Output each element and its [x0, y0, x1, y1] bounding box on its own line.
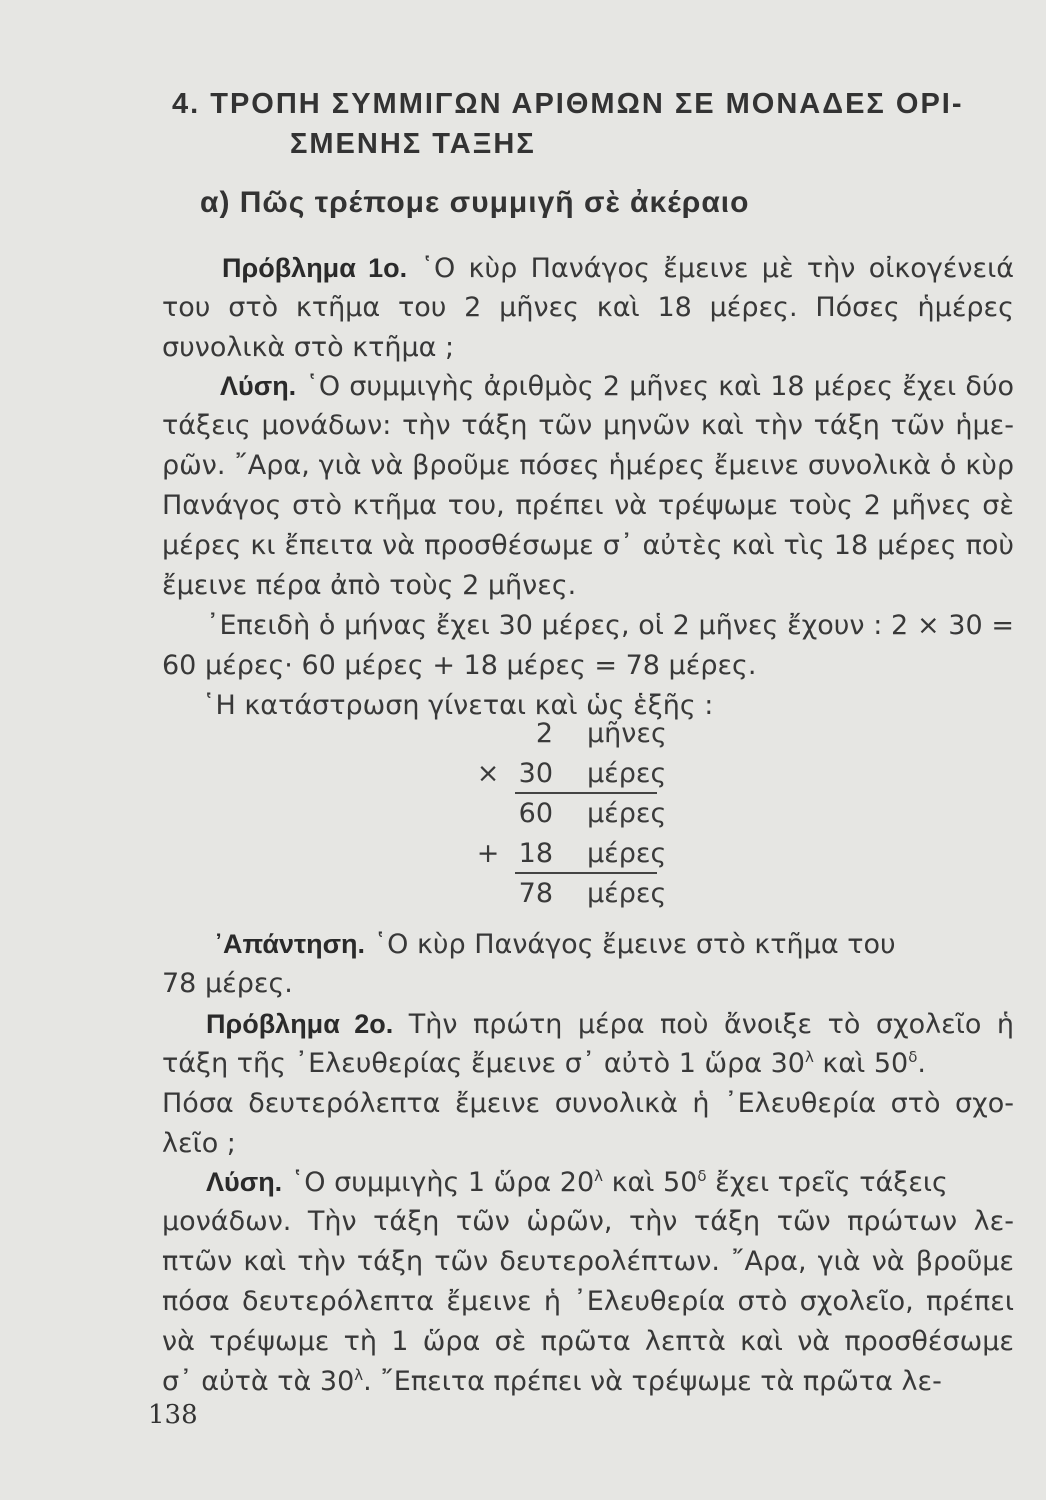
solution-2-text-6b: . ῎Επειτα πρέπει νὰ τρέψωμε τὰ πρῶτα λε-: [363, 1366, 942, 1397]
solution-2-label: Λύση.: [206, 1167, 283, 1197]
calc-unit: μέρες: [587, 798, 667, 829]
problem-1-text-1: ῾Ο κὺρ Πανάγος ἔμεινε μὲ τὴν οἰκογένειά: [420, 253, 1014, 284]
calc-row: [460, 714, 680, 754]
solution-1-line-2: τάξεις μονάδων: τὴν τάξη τῶν μηνῶν καὶ τὴν τάξη τῶν ἡμε-: [162, 410, 1014, 441]
calc-row: [460, 794, 680, 834]
calc-unit: μέρες: [587, 758, 667, 789]
minutes-mark: λ: [594, 1167, 604, 1185]
solution-1-line-3: ρῶν. ῎Αρα, γιὰ νὰ βροῦμε πόσες ἡμέρες ἔμεινε συνολικὰ ὁ κὺρ: [162, 450, 1014, 481]
calc-unit: μέρες: [587, 838, 667, 869]
solution-1-line-1: [162, 366, 1014, 406]
solution-1-line-8: 60 μέρες· 60 μέρες + 18 μέρες = 78 μέρες.: [162, 650, 757, 681]
calc-row: [460, 874, 680, 914]
problem-2: [162, 1004, 1014, 1164]
answer-1: [162, 924, 1014, 1004]
calc-unit: μέρες: [587, 878, 667, 909]
section-heading: [172, 84, 1012, 164]
calc-operator: ×: [476, 758, 500, 789]
solution-1-line-6: ἔμεινε πέρα ἀπὸ τοὺς 2 μῆνες.: [162, 570, 577, 601]
problem-2-line-2: [162, 1044, 1014, 1084]
calc-row: [460, 834, 680, 874]
solution-1-line-9: ῾Η κατάστρωση γίνεται καὶ ὡς ἑξῆς :: [202, 690, 714, 721]
problem-1-label: Πρόβλημα 1ο.: [222, 253, 408, 283]
answer-1-line-1: [162, 924, 1014, 964]
subsection-heading: α) Πῶς τρέπομε συμμιγῆ σὲ ἀκέραιο: [200, 186, 750, 219]
answer-1-label: ᾽Απάντηση.: [214, 929, 366, 959]
problem-2-line-1: [162, 1004, 1014, 1044]
problem-2-text-1: Τὴν πρώτη μέρα ποὺ ἄνοιξε τὸ σχολεῖο ἡ: [408, 1009, 1014, 1040]
problem-2-text-2b: καὶ 50: [813, 1048, 909, 1079]
section-heading-line-1: 4. ΤΡΟΠΗ ΣΥΜΜΙΓΩΝ ΑΡΙΘΜΩΝ ΣΕ ΜΟΝΑΔΕΣ ΟΡΙ-: [172, 88, 964, 120]
problem-1-line-3: συνολικὰ στὸ κτῆμα ;: [162, 332, 455, 363]
solution-2-line-4: πόσα δευτερόλεπτα ἔμεινε ἡ ᾽Ελευθερία στὸ σχολεῖο, πρέπει: [162, 1286, 1014, 1317]
problem-2-line-3: Πόσα δευτερόλεπτα ἔμεινε συνολικὰ ἡ ᾽Ελευθερία στὸ σχο-: [162, 1088, 1014, 1119]
calculation-block: [460, 714, 680, 914]
seconds-mark: δ: [697, 1167, 707, 1185]
minutes-mark: λ: [804, 1048, 814, 1066]
minutes-mark: λ: [354, 1366, 364, 1384]
calc-row: [460, 754, 680, 794]
calc-operator: +: [476, 838, 500, 869]
problem-1-line-2: του στὸ κτῆμα του 2 μῆνες καὶ 18 μέρες. Πόσες ἡμέρες: [162, 292, 1014, 323]
page-number: 138: [148, 1400, 198, 1430]
calc-number: 30: [518, 758, 553, 789]
solution-1-line-7: ᾽Επειδὴ ὁ μήνας ἔχει 30 μέρες, οἱ 2 μῆνες ἔχουν : 2 × 30 =: [206, 610, 1014, 641]
solution-1-line-5: μέρες κι ἔπειτα νὰ προσθέσωμε σ᾽ αὐτὲς καὶ τὶς 18 μέρες ποὺ: [162, 530, 1014, 561]
solution-2-text-1a: ῾Ο συμμιγὴς 1 ὥρα 20: [290, 1167, 595, 1198]
solution-2-text-6a: σ᾽ αὐτὰ τὰ 30: [162, 1366, 355, 1397]
calc-unit: μῆνες: [587, 718, 667, 749]
problem-2-label: Πρόβλημα 2ο.: [206, 1009, 394, 1039]
solution-2-text-1b: καὶ 50: [603, 1167, 698, 1198]
solution-2-line-6: [162, 1362, 1014, 1402]
solution-1-line-4: Πανάγος στὸ κτῆμα του, πρέπει νὰ τρέψωμε τοὺς 2 μῆνες σὲ: [162, 490, 1014, 521]
calc-number: 78: [518, 878, 553, 909]
solution-2-line-3: πτῶν καὶ τὴν τάξη τῶν δευτερολέπτων. ῎Αρα, γιὰ νὰ βροῦμε: [162, 1246, 1014, 1277]
solution-2-line-5: νὰ τρέψωμε τὴ 1 ὥρα σὲ πρῶτα λεπτὰ καὶ νὰ προσθέσωμε: [162, 1326, 1014, 1357]
solution-1: [162, 366, 1014, 726]
seconds-mark: δ: [908, 1048, 918, 1066]
solution-2-line-2: μονάδων. Τὴν τάξη τῶν ὡρῶν, τὴν τάξη τῶν πρώτων λε-: [162, 1206, 1014, 1237]
calc-number: 2: [535, 718, 553, 749]
problem-2-text-2c: .: [917, 1048, 926, 1079]
solution-1-text-1: ῾Ο συμμιγὴς ἀριθμὸς 2 μῆνες καὶ 18 μέρες ἔχει δύο: [305, 371, 1014, 402]
calc-number: 60: [518, 798, 553, 829]
solution-2: [162, 1162, 1014, 1402]
solution-2-text-1c: ἔχει τρεῖς τάξεις: [706, 1167, 948, 1198]
problem-2-line-4: λεῖο ;: [162, 1128, 236, 1159]
answer-1-text-1: ῾Ο κὺρ Πανάγος ἔμεινε στὸ κτῆμα του: [373, 929, 896, 960]
calc-number: 18: [518, 838, 553, 869]
section-heading-line-2: ΣΜΕΝΗΣ ΤΑΞΗΣ: [290, 128, 536, 160]
problem-1: [162, 248, 1014, 368]
solution-2-line-1: [162, 1162, 1014, 1202]
answer-1-line-2: 78 μέρες.: [162, 968, 293, 999]
problem-1-line-1: [162, 248, 1014, 288]
problem-2-text-2a: τάξη τῆς ᾽Ελευθερίας ἔμεινε σ᾽ αὐτὸ 1 ὥρα 30: [162, 1048, 805, 1079]
solution-1-label: Λύση.: [220, 371, 297, 401]
